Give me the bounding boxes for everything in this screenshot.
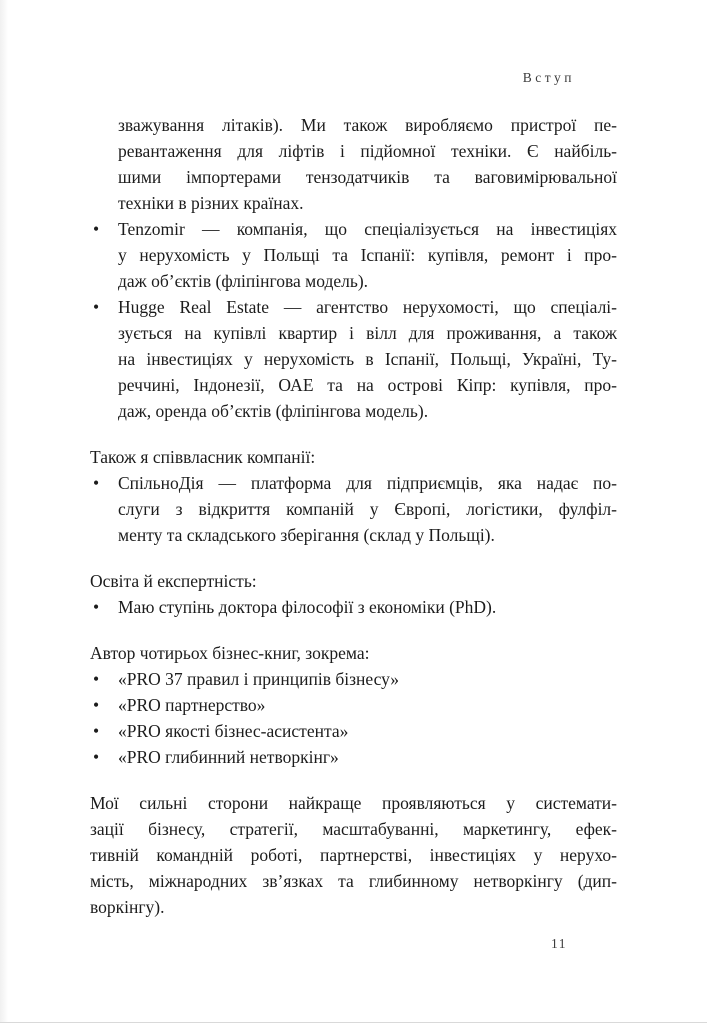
text-line: Освіта й експертність: <box>90 571 257 591</box>
bullet-marker-icon: • <box>93 597 100 617</box>
text-line: Також я співвласник компанії: <box>90 447 316 467</box>
bullet-book-3 <box>90 718 617 744</box>
text-line: Tenzomir — компанія, що спеціалізується на інвестиціях <box>118 219 617 239</box>
text-line: у нерухомість у Польщі та Іспанії: купівля, ремонт і про- <box>118 245 617 265</box>
text-line: Hugge Real Estate — агентство нерухомості, що спеціалі- <box>118 297 617 317</box>
paragraph-strengths <box>90 790 617 920</box>
text-line: зважування літаків). Ми також виробляємо пристрої пе- <box>118 115 617 135</box>
text-line: «PRO 37 правил і принципів бізнесу» <box>118 669 400 689</box>
heading-education <box>90 568 617 594</box>
text-line: мість, міжнародних зв’язках та глибинному нетворкінгу (дип- <box>90 871 617 891</box>
text-line: воркінгу). <box>90 897 165 917</box>
paragraph-co-owner-intro <box>90 444 617 470</box>
bullet-marker-icon: • <box>93 747 100 767</box>
bullet-book-2 <box>90 692 617 718</box>
text-line: шими імпортерами тензодатчиків та ваговимірювальної <box>118 167 617 187</box>
bullet-marker-icon: • <box>93 297 100 317</box>
bullet-marker-icon: • <box>93 721 100 741</box>
text-line: «PRO партнерство» <box>118 695 266 715</box>
bullet-marker-icon: • <box>93 473 100 493</box>
text-line: Маю ступінь доктора філософії з економіки (PhD). <box>118 597 497 617</box>
bullet-phd <box>90 594 617 620</box>
bullet-book-1 <box>90 666 617 692</box>
text-line: реччині, Індонезії, ОАЕ та на острові Кіпр: купівля, про- <box>118 375 617 395</box>
text-line: даж об’єктів (фліпінгова модель). <box>118 271 369 291</box>
bullet-spilnodiya <box>90 470 617 548</box>
bullet-marker-icon: • <box>93 219 100 239</box>
text-line: «PRO глибинний нетворкінг» <box>118 747 339 767</box>
text-line: СпільноДія — платформа для підприємців, яка надає по- <box>118 473 617 493</box>
text-line: на інвестиціях у нерухомість в Іспанії, Польщі, Україні, Ту- <box>118 349 617 369</box>
text-line: зації бізнесу, стратегії, масштабуванні, маркетингу, ефек- <box>90 819 617 839</box>
page-edge-shade <box>0 0 8 1022</box>
text-line: Автор чотирьох бізнес-книг, зокрема: <box>90 643 370 663</box>
text-line: ревантаження для ліфтів і підйомної техніки. Є найбіль- <box>118 141 617 161</box>
bullet-hugge-real-estate <box>90 294 617 424</box>
text-line: даж, оренда об’єктів (фліпінгова модель). <box>118 401 429 421</box>
text-line: техніки в різних країнах. <box>118 193 304 213</box>
bullet-marker-icon: • <box>93 669 100 689</box>
paragraph-author-intro <box>90 640 617 666</box>
bullet-tenzomir <box>90 216 617 294</box>
page-number: 11 <box>551 936 567 951</box>
page-body <box>90 112 617 920</box>
text-line: Мої сильні сторони найкраще проявляються у системати- <box>90 793 617 813</box>
text-line: тивній командній роботі, партнерстві, інвестиціях у нерухо- <box>90 845 617 865</box>
text-line: «PRO якості бізнес-асистента» <box>118 721 349 741</box>
text-line: зується на купівлі квартир і вілл для проживання, а також <box>118 323 617 343</box>
running-head: Вступ <box>522 70 575 85</box>
bullet-book-4 <box>90 744 617 770</box>
bullet-marker-icon: • <box>93 695 100 715</box>
paragraph-continuation <box>90 112 617 216</box>
text-line: слуги з відкриття компаній у Європі, логістики, фулфіл- <box>118 499 617 519</box>
text-line: менту та складського зберігання (склад у Польщі). <box>118 525 495 545</box>
